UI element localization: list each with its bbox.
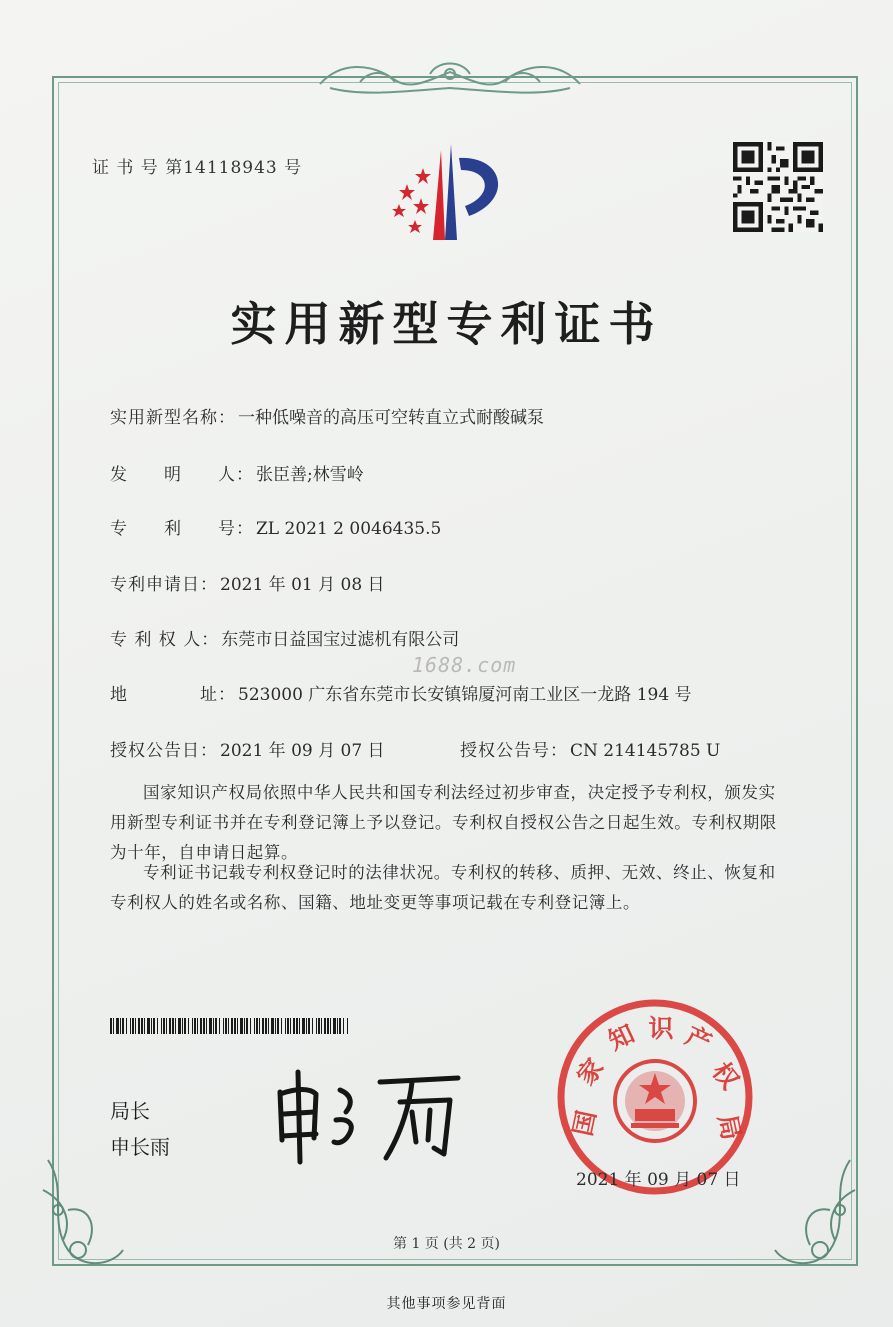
- patent-number-value: ZL 2021 2 0046435.5: [256, 519, 442, 539]
- svg-text:知: 知: [603, 1018, 639, 1056]
- barcode-icon: [110, 1018, 350, 1034]
- utility-model-name-label: 实用新型名称：: [110, 408, 236, 428]
- certificate-title: 实用新型专利证书: [230, 297, 663, 351]
- cnipa-logo-icon: [385, 140, 525, 250]
- svg-text:国: 国: [567, 1107, 602, 1139]
- grant-statement-paragraph: 国家知识产权局依照中华人民共和国专利法经过初步审查，决定授予专利权，颁发实用新型专利证书并在专利登记簿上予以登记。专利权自授权公告之日起生效。专利权期限为十年，自申请日起算。: [110, 783, 777, 862]
- bottom-right-ornament-icon: [760, 1150, 870, 1280]
- filing-date-row: [110, 570, 385, 595]
- grant-number-row: [460, 736, 720, 761]
- utility-model-name-row: [110, 403, 544, 428]
- grant-date-label: 授权公告日：: [110, 741, 218, 761]
- grant-number-label: 授权公告号：: [460, 741, 568, 761]
- inventor-row: [110, 460, 364, 485]
- handwritten-signature: [262, 1062, 472, 1172]
- svg-text:局: 局: [712, 1111, 747, 1143]
- seal-date: 2021 年 09 月 07 日: [576, 1170, 741, 1190]
- filing-date-value: 2021 年 01 月 08 日: [220, 575, 385, 595]
- filing-date-label: 专利申请日：: [110, 575, 218, 595]
- address-label: 地 址：: [110, 685, 236, 705]
- legal-status-paragraph: 专利证书记载专利权登记时的法律状况。专利权的转移、质押、无效、终止、恢复和专利权人的姓名或名称、国籍、地址变更等事项记载在专利登记簿上。: [110, 863, 776, 912]
- patent-number-label: 专 利 号：: [110, 519, 254, 539]
- page-number: 第 1 页 (共 2 页): [393, 1236, 500, 1252]
- patent-number-row: [110, 514, 441, 539]
- national-emblem-icon: [615, 1061, 695, 1141]
- svg-text:产: 产: [681, 1020, 717, 1058]
- utility-model-name-value: 一种低噪音的高压可空转直立式耐酸碱泵: [238, 408, 544, 428]
- grant-date-row: [110, 736, 385, 761]
- patentee-value: 东莞市日益国宝过滤机有限公司: [221, 630, 460, 650]
- svg-text:家: 家: [571, 1052, 610, 1091]
- watermark: 1688.com: [412, 653, 517, 677]
- patentee-label: 专 利 权 人：: [110, 630, 220, 650]
- grant-number-value: CN 214145785 U: [570, 741, 721, 761]
- svg-text:识: 识: [648, 1014, 674, 1043]
- bottom-left-ornament-icon: [28, 1150, 138, 1280]
- director-name: 申长雨: [110, 1135, 170, 1159]
- grant-date-value: 2021 年 09 月 07 日: [220, 741, 385, 761]
- patentee-row: [110, 625, 459, 650]
- inventor-value: 张臣善;林雪岭: [256, 465, 364, 485]
- top-ornament-icon: [300, 52, 600, 100]
- address-value: 523000 广东省东莞市长安镇锦厦河南工业区一龙路 194 号: [238, 685, 692, 705]
- qr-code-icon: [733, 142, 823, 232]
- footer-note: 其他事项参见背面: [386, 1296, 507, 1312]
- svg-text:权: 权: [706, 1056, 745, 1095]
- address-row: [110, 680, 692, 705]
- director-title: 局长: [110, 1099, 150, 1123]
- inventor-label: 发 明 人：: [110, 465, 254, 485]
- certificate-number: 证 书 号 第14118943 号: [92, 158, 303, 178]
